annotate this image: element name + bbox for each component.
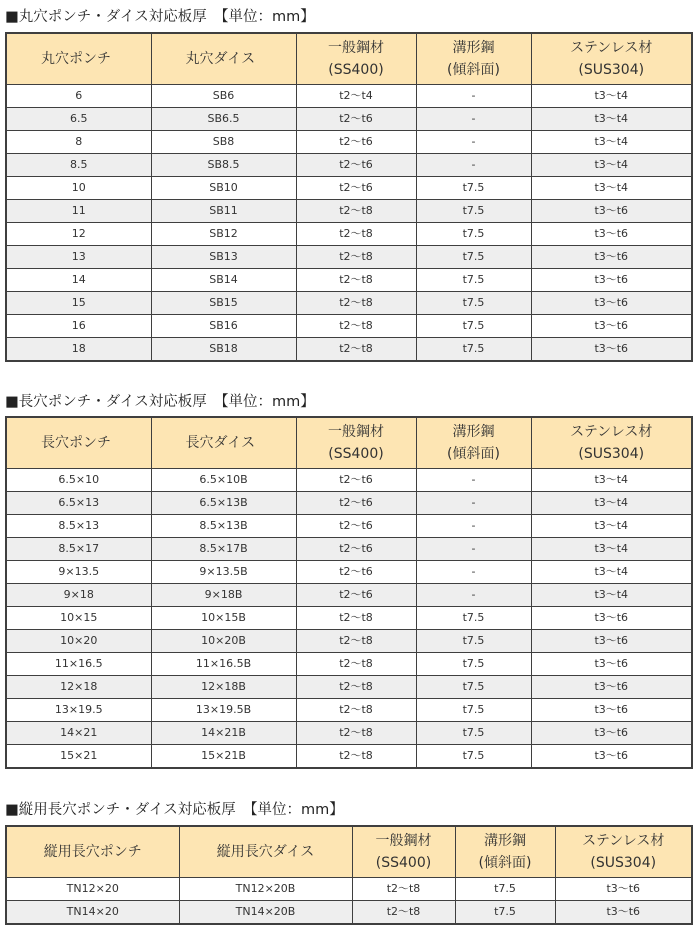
cell-mild-steel: t2～t6 (296, 515, 416, 538)
cell-punch: 8.5×13 (6, 515, 151, 538)
cell-punch: 15×21 (6, 745, 151, 769)
table-row (6, 85, 692, 108)
cell-mild-steel: t2～t8 (296, 269, 416, 292)
cell-channel-steel: - (416, 85, 531, 108)
table-row (6, 699, 692, 722)
table-row (6, 338, 692, 362)
cell-mild-steel: t2～t6 (296, 154, 416, 177)
cell-channel-steel: t7.5 (455, 878, 555, 901)
cell-mild-steel: t2～t8 (296, 200, 416, 223)
table-row (6, 246, 692, 269)
table-row (6, 515, 692, 538)
table-row (6, 269, 692, 292)
table-row (6, 607, 692, 630)
cell-stainless: t3～t6 (531, 292, 692, 315)
table-row (6, 131, 692, 154)
cell-stainless: t3～t6 (531, 223, 692, 246)
cell-channel-steel: t7.5 (416, 177, 531, 200)
cell-die: 9×18B (151, 584, 296, 607)
column-header-line: 丸穴ダイス (185, 51, 256, 67)
cell-die: TN12×20B (179, 878, 352, 901)
vertical-slot-section-title: ■縦用長穴ポンチ・ダイス対応板厚 【単位：mm】 (5, 802, 344, 818)
cell-punch: 13×19.5 (6, 699, 151, 722)
cell-die: SB16 (151, 315, 296, 338)
column-header-die (151, 33, 296, 85)
cell-mild-steel: t2～t8 (296, 292, 416, 315)
column-header-line: 縦用長穴ダイス (216, 844, 315, 860)
cell-stainless: t3～t6 (531, 338, 692, 362)
cell-channel-steel: t7.5 (416, 722, 531, 745)
cell-stainless: t3～t6 (531, 246, 692, 269)
cell-stainless: t3～t6 (531, 745, 692, 769)
cell-punch: 9×18 (6, 584, 151, 607)
cell-punch: TN12×20 (6, 878, 179, 901)
cell-stainless: t3～t4 (531, 515, 692, 538)
column-header-line: 溝形鋼 (452, 40, 495, 56)
column-header-line: 一般鋼材 (328, 40, 384, 56)
cell-stainless: t3～t4 (531, 538, 692, 561)
column-header-mild-steel (352, 826, 455, 878)
column-header-mild-steel (296, 33, 416, 85)
cell-stainless: t3～t6 (531, 722, 692, 745)
column-header-die (179, 826, 352, 878)
cell-channel-steel: - (416, 584, 531, 607)
cell-die: SB13 (151, 246, 296, 269)
cell-die: SB18 (151, 338, 296, 362)
column-header-line: 溝形鋼 (484, 833, 526, 849)
cell-channel-steel: t7.5 (416, 653, 531, 676)
cell-punch: 8 (6, 131, 151, 154)
table-row (6, 292, 692, 315)
table-row (6, 108, 692, 131)
table-row (6, 584, 692, 607)
cell-stainless: t3～t6 (531, 653, 692, 676)
cell-stainless: t3～t6 (531, 630, 692, 653)
cell-mild-steel: t2～t8 (296, 676, 416, 699)
column-header-line: (SUS304) (578, 446, 645, 462)
cell-punch: 14 (6, 269, 151, 292)
column-header-punch (6, 33, 151, 85)
cell-die: 6.5×13B (151, 492, 296, 515)
column-header-line: (SUS304) (590, 855, 657, 871)
table-row (6, 878, 692, 901)
cell-die: SB15 (151, 292, 296, 315)
column-header-line: ステンレス材 (582, 833, 665, 849)
cell-die: 8.5×13B (151, 515, 296, 538)
cell-mild-steel: t2～t8 (296, 699, 416, 722)
cell-die: 12×18B (151, 676, 296, 699)
cell-mild-steel: t2～t6 (296, 177, 416, 200)
cell-stainless: t3～t4 (531, 85, 692, 108)
column-header-punch (6, 417, 151, 469)
cell-channel-steel: t7.5 (416, 630, 531, 653)
column-header-die (151, 417, 296, 469)
cell-mild-steel: t2～t8 (296, 722, 416, 745)
slot-hole-section-title: ■長穴ポンチ・ダイス対応板厚 【単位：mm】 (5, 394, 315, 410)
cell-mild-steel: t2～t8 (296, 653, 416, 676)
cell-stainless: t3～t6 (531, 699, 692, 722)
cell-die: SB11 (151, 200, 296, 223)
cell-mild-steel: t2～t6 (296, 492, 416, 515)
cell-mild-steel: t2～t8 (296, 246, 416, 269)
cell-stainless: t3～t4 (531, 469, 692, 492)
header-row (6, 417, 692, 469)
cell-die: SB8.5 (151, 154, 296, 177)
column-header-channel-steel (455, 826, 555, 878)
cell-channel-steel: t7.5 (416, 338, 531, 362)
table-row (6, 315, 692, 338)
round-hole-thickness-table (5, 32, 693, 362)
cell-die: 11×16.5B (151, 653, 296, 676)
cell-punch: TN14×20 (6, 901, 179, 925)
column-header-line: 丸穴ポンチ (41, 51, 111, 67)
cell-mild-steel: t2～t6 (296, 538, 416, 561)
cell-die: 13×19.5B (151, 699, 296, 722)
cell-channel-steel: - (416, 538, 531, 561)
cell-punch: 9×13.5 (6, 561, 151, 584)
cell-stainless: t3～t4 (531, 492, 692, 515)
column-header-channel-steel (416, 33, 531, 85)
table-row (6, 653, 692, 676)
cell-punch: 15 (6, 292, 151, 315)
cell-die: SB6.5 (151, 108, 296, 131)
cell-punch: 6 (6, 85, 151, 108)
cell-channel-steel: t7.5 (416, 246, 531, 269)
cell-punch: 11 (6, 200, 151, 223)
cell-channel-steel: - (416, 154, 531, 177)
cell-die: SB6 (151, 85, 296, 108)
column-header-line: ステンレス材 (570, 424, 653, 440)
cell-die: 10×20B (151, 630, 296, 653)
cell-mild-steel: t2～t8 (296, 338, 416, 362)
cell-die: SB14 (151, 269, 296, 292)
column-header-stainless (531, 417, 692, 469)
cell-channel-steel: - (416, 108, 531, 131)
cell-stainless: t3～t6 (531, 200, 692, 223)
cell-punch: 12×18 (6, 676, 151, 699)
cell-mild-steel: t2～t8 (352, 878, 455, 901)
cell-punch: 16 (6, 315, 151, 338)
cell-stainless: t3～t6 (555, 901, 692, 925)
cell-punch: 18 (6, 338, 151, 362)
table-row (6, 177, 692, 200)
cell-die: 9×13.5B (151, 561, 296, 584)
cell-stainless: t3～t6 (531, 607, 692, 630)
cell-mild-steel: t2～t8 (296, 607, 416, 630)
cell-punch: 6.5×13 (6, 492, 151, 515)
header-row (6, 826, 692, 878)
column-header-line: (傾斜面) (478, 855, 532, 871)
table-row (6, 223, 692, 246)
cell-stainless: t3～t6 (531, 676, 692, 699)
table-row (6, 901, 692, 925)
cell-channel-steel: t7.5 (416, 607, 531, 630)
cell-mild-steel: t2～t6 (296, 469, 416, 492)
vertical-slot-thickness-table (5, 825, 693, 925)
column-header-line: (SS400) (375, 855, 432, 871)
cell-die: 14×21B (151, 722, 296, 745)
column-header-line: 長穴ダイス (185, 435, 256, 451)
cell-channel-steel: - (416, 469, 531, 492)
cell-die: 8.5×17B (151, 538, 296, 561)
cell-punch: 6.5×10 (6, 469, 151, 492)
column-header-line: 溝形鋼 (452, 424, 495, 440)
table-row (6, 538, 692, 561)
column-header-line: 縦用長穴ポンチ (43, 844, 142, 860)
header-row (6, 33, 692, 85)
table-row (6, 154, 692, 177)
cell-stainless: t3～t4 (531, 177, 692, 200)
cell-die: TN14×20B (179, 901, 352, 925)
cell-stainless: t3～t4 (531, 154, 692, 177)
cell-mild-steel: t2～t6 (296, 584, 416, 607)
cell-mild-steel: t2～t8 (296, 223, 416, 246)
cell-punch: 10 (6, 177, 151, 200)
cell-mild-steel: t2～t8 (296, 315, 416, 338)
column-header-line: ステンレス材 (570, 40, 653, 56)
cell-punch: 10×20 (6, 630, 151, 653)
table-row (6, 469, 692, 492)
cell-channel-steel: t7.5 (416, 676, 531, 699)
cell-mild-steel: t2～t8 (296, 630, 416, 653)
cell-channel-steel: t7.5 (416, 269, 531, 292)
cell-stainless: t3～t4 (531, 108, 692, 131)
slot-hole-thickness-table (5, 416, 693, 769)
cell-die: 10×15B (151, 607, 296, 630)
cell-punch: 8.5×17 (6, 538, 151, 561)
table-row (6, 676, 692, 699)
cell-channel-steel: t7.5 (416, 292, 531, 315)
cell-stainless: t3～t4 (531, 561, 692, 584)
cell-die: 15×21B (151, 745, 296, 769)
cell-stainless: t3～t6 (531, 315, 692, 338)
cell-mild-steel: t2～t8 (352, 901, 455, 925)
cell-die: 6.5×10B (151, 469, 296, 492)
table-row (6, 745, 692, 769)
column-header-line: 長穴ポンチ (41, 435, 111, 451)
cell-mild-steel: t2～t8 (296, 745, 416, 769)
cell-punch: 8.5 (6, 154, 151, 177)
cell-channel-steel: t7.5 (455, 901, 555, 925)
table-row (6, 630, 692, 653)
cell-channel-steel: t7.5 (416, 315, 531, 338)
cell-channel-steel: - (416, 561, 531, 584)
column-header-line: (SS400) (328, 446, 384, 462)
cell-die: SB12 (151, 223, 296, 246)
round-hole-section-title: ■丸穴ポンチ・ダイス対応板厚 【単位：mm】 (5, 9, 315, 25)
cell-punch: 14×21 (6, 722, 151, 745)
column-header-line: 一般鋼材 (375, 833, 432, 849)
column-header-stainless (555, 826, 692, 878)
cell-stainless: t3～t6 (555, 878, 692, 901)
cell-channel-steel: t7.5 (416, 699, 531, 722)
cell-die: SB8 (151, 131, 296, 154)
cell-mild-steel: t2～t6 (296, 561, 416, 584)
cell-mild-steel: t2～t4 (296, 85, 416, 108)
table-row (6, 561, 692, 584)
cell-channel-steel: - (416, 492, 531, 515)
column-header-line: (傾斜面) (447, 62, 500, 78)
table-row (6, 200, 692, 223)
column-header-line: (傾斜面) (447, 446, 500, 462)
cell-punch: 12 (6, 223, 151, 246)
column-header-punch (6, 826, 179, 878)
column-header-line: (SS400) (328, 62, 384, 78)
cell-punch: 13 (6, 246, 151, 269)
column-header-mild-steel (296, 417, 416, 469)
table-row (6, 492, 692, 515)
cell-mild-steel: t2～t6 (296, 108, 416, 131)
cell-punch: 10×15 (6, 607, 151, 630)
cell-channel-steel: - (416, 515, 531, 538)
cell-die: SB10 (151, 177, 296, 200)
cell-mild-steel: t2～t6 (296, 131, 416, 154)
column-header-line: 一般鋼材 (328, 424, 384, 440)
cell-stainless: t3～t4 (531, 131, 692, 154)
cell-stainless: t3～t4 (531, 584, 692, 607)
cell-channel-steel: t7.5 (416, 745, 531, 769)
column-header-line: (SUS304) (578, 62, 645, 78)
cell-channel-steel: t7.5 (416, 200, 531, 223)
cell-stainless: t3～t6 (531, 269, 692, 292)
cell-punch: 6.5 (6, 108, 151, 131)
table-row (6, 722, 692, 745)
cell-channel-steel: - (416, 131, 531, 154)
cell-channel-steel: t7.5 (416, 223, 531, 246)
cell-punch: 11×16.5 (6, 653, 151, 676)
column-header-stainless (531, 33, 692, 85)
column-header-channel-steel (416, 417, 531, 469)
